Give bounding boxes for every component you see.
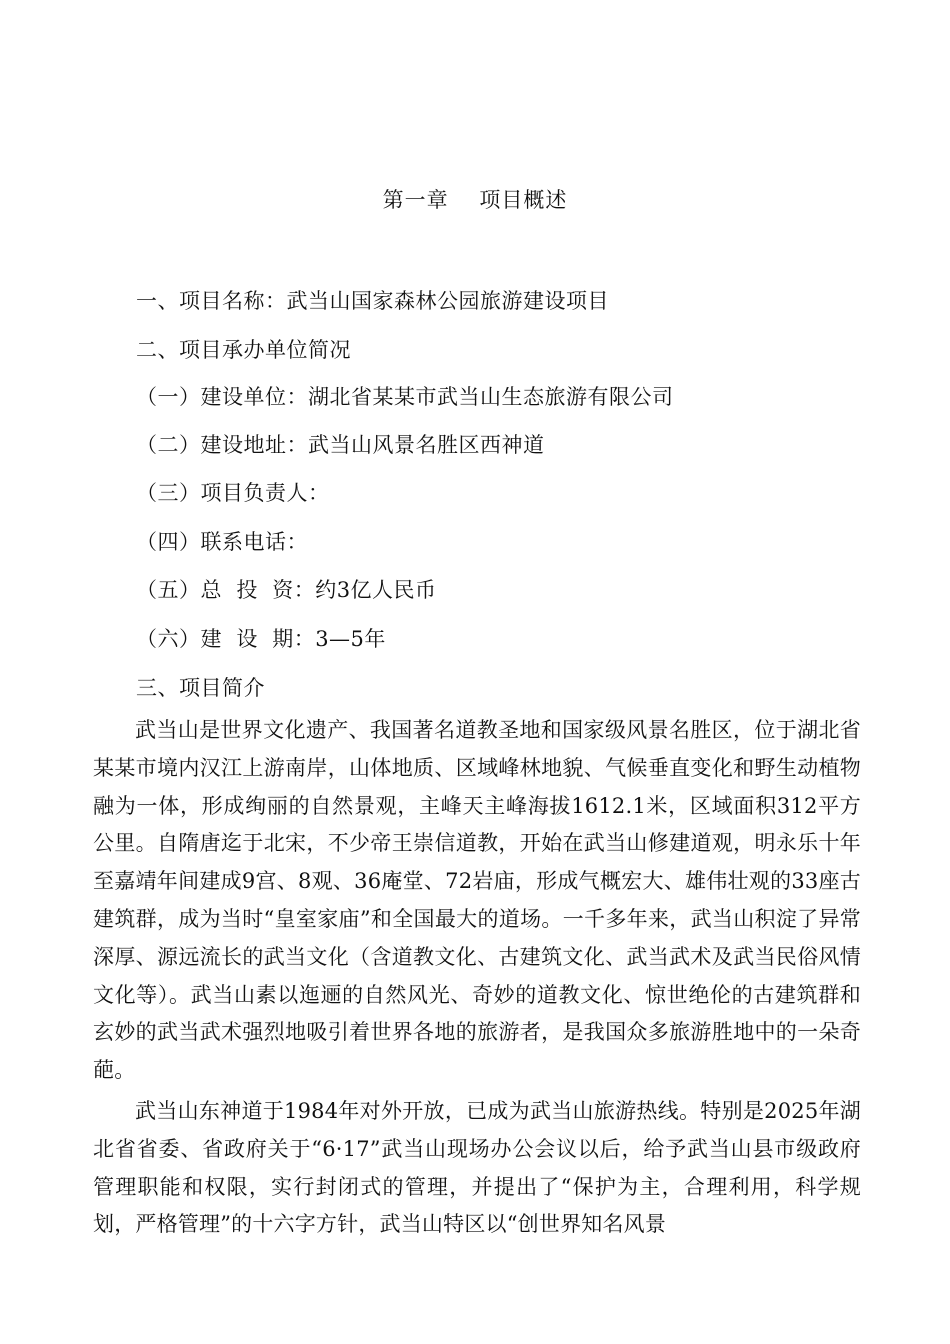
unit-item-investment: （五）总 投 资：约3亿人民币 xyxy=(136,578,437,602)
project-name-line: 一、项目名称：武当山国家森林公园旅游建设项目 xyxy=(136,289,609,313)
unit-item-phone: （四）联系电话： xyxy=(136,530,308,554)
unit-item-period: （六）建 设 期：3—5年 xyxy=(136,627,386,651)
chapter-title: 第一章 项目概述 xyxy=(382,188,568,212)
unit-item-builder: （一）建设单位：湖北省某某市武当山生态旅游有限公司 xyxy=(136,385,674,409)
intro-heading: 三、项目简介 xyxy=(136,676,265,700)
intro-paragraph-continued: 武当山东神道于1984年对外开放，已成为武当山旅游热线。特别是2025年湖北省省委、省政府关于“6·17”武当山现场办公会议以后，给予武当山县市级政府管理职能和权限，实行封闭式的管理，并提出了“保护为主，合理利用，科学规划，严格管理”的十六字方针，武当山特区以“创世界知名风景 xyxy=(93,1099,861,1237)
unit-item-leader: （三）项目负责人： xyxy=(136,481,330,505)
intro-paragraph: 武当山是世界文化遗产、我国著名道教圣地和国家级风景名胜区，位于湖北省某某市境内汉江上游南岸，山体地质、区域峰林地貌、气候垂直变化和野生动植物融为一体，形成绚丽的自然景观，主峰天主峰海拔1612.1米，区域面积312平方公里。自隋唐迄于北宋，不少帝王崇信道教，开始在武当山修建道观，明永乐十年至嘉靖年间建成9宫、8观、36庵堂、72岩庙，形成气概宏大、雄伟壮观的33座古建筑群，成为当时“皇室家庙”和全国最大的道场。一千多年来，武当山积淀了异常深厚、源远流长的武当文化（含道教文化、古建筑文化、武当武术及武当民俗风情文化等）。武当山素以迤逦的自然风光、奇妙的道教文化、惊世绝伦的古建筑群和玄妙的武当武术强烈地吸引着世界各地的旅游者，是我国众多旅游胜地中的一朵奇葩。 xyxy=(93,718,861,1083)
unit-heading: 二、项目承办单位简况 xyxy=(136,338,351,362)
unit-item-address: （二）建设地址：武当山风景名胜区西神道 xyxy=(136,433,545,457)
